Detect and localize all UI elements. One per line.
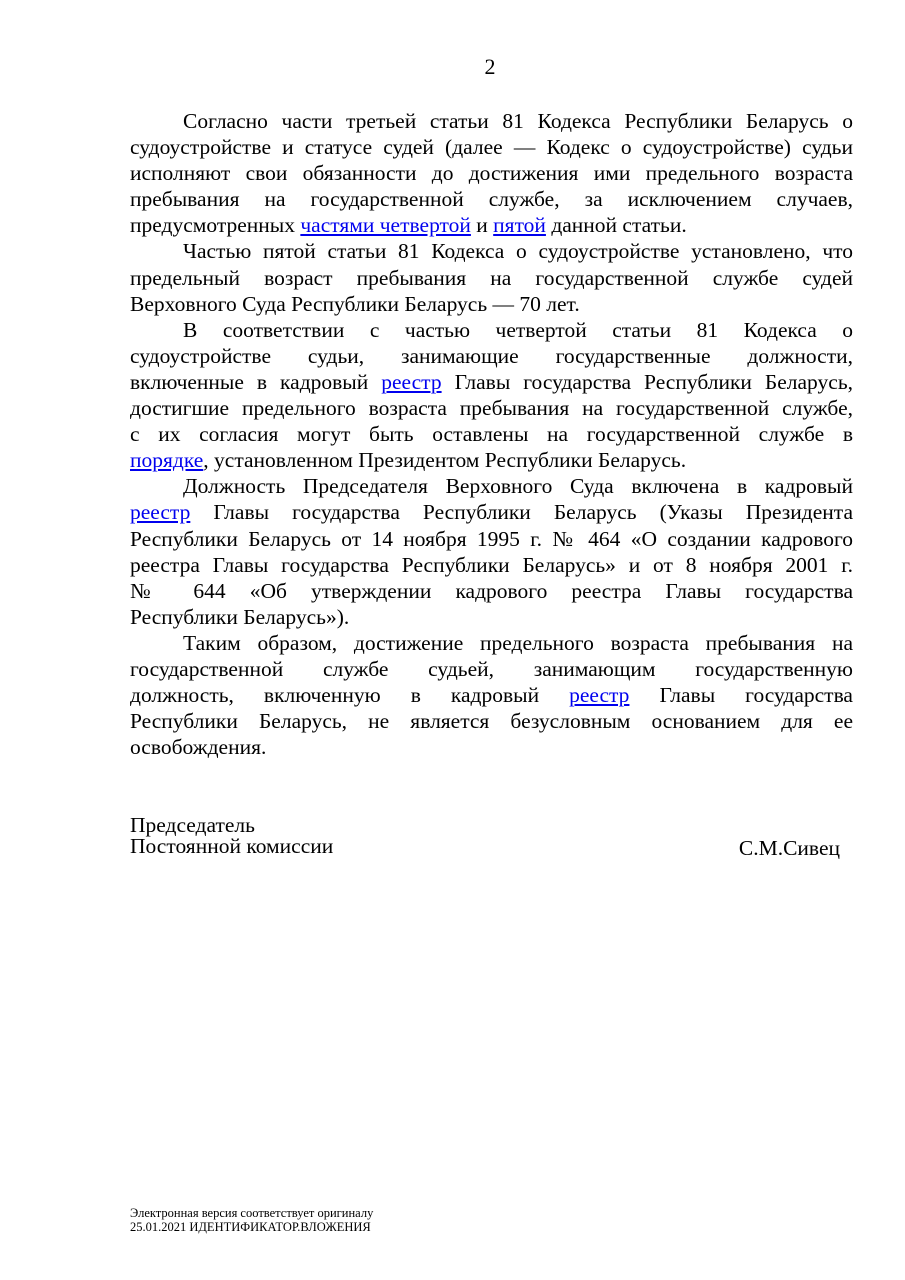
- text-segment: Частью пятой статьи 81 Кодекса о судоустройстве установлено, что: [183, 239, 853, 264]
- text-segment: Республики Беларусь, не является безусловным основанием для ее: [130, 709, 853, 734]
- text-line: [130, 447, 853, 473]
- reference-link[interactable]: частями четвертой: [300, 213, 471, 238]
- text-line: [130, 682, 853, 708]
- text-line: [130, 656, 853, 682]
- text-segment: Главы государства Республики Беларусь (Указы Президента: [190, 500, 853, 525]
- text-segment: и: [470, 213, 494, 238]
- text-line: [130, 578, 853, 604]
- signatory-name: С.М.Сивец: [738, 836, 840, 860]
- text-line: [130, 630, 853, 656]
- text-segment: Верховного Суда Республики Беларусь — 70 лет.: [130, 291, 580, 316]
- text-segment: данной статьи.: [545, 213, 687, 238]
- text-line: [130, 108, 853, 134]
- text-line: [130, 238, 853, 264]
- text-line: [130, 473, 853, 499]
- signature-block: [130, 815, 840, 859]
- text-segment: предельный возраст пребывания на государственной службе судей: [130, 265, 853, 290]
- text-line: [130, 708, 853, 734]
- reference-link[interactable]: порядке: [130, 448, 204, 473]
- page-number: 2: [484, 54, 496, 79]
- text-segment: Согласно части третьей статьи 81 Кодекса Республики Беларусь о: [183, 109, 853, 133]
- text-line: [130, 317, 853, 343]
- text-line: [130, 212, 853, 238]
- text-line: [130, 291, 853, 317]
- text-segment: с их согласия могут быть оставлены на государственной службе в: [130, 422, 853, 447]
- text-segment: исполняют свои обязанности до достижения ими предельного возраста: [130, 161, 853, 186]
- text-line: [130, 395, 853, 421]
- signatory-title-line2: Постоянной комиссии: [130, 834, 334, 858]
- paragraph: [130, 238, 853, 316]
- text-segment: Главы государства: [629, 683, 853, 708]
- reference-link[interactable]: реестр: [569, 683, 630, 708]
- text-segment: пребывания на государственной службе, за исключением случаев,: [130, 187, 853, 212]
- text-segment: освобождения.: [130, 735, 267, 760]
- text-line: [130, 186, 853, 212]
- reference-link[interactable]: пятой: [493, 213, 546, 238]
- text-segment: включенные в кадровый: [130, 369, 382, 394]
- text-line: [130, 526, 853, 552]
- footer: [130, 1206, 373, 1234]
- text-line: [130, 134, 853, 160]
- text-line: [130, 499, 853, 525]
- paragraph: [130, 630, 853, 760]
- text-line: [130, 369, 853, 395]
- reference-link[interactable]: реестр: [381, 369, 442, 394]
- paragraph: [130, 317, 853, 474]
- paragraph: [130, 108, 853, 238]
- paragraph: [130, 473, 853, 630]
- text-segment: В соответствии с частью четвертой статьи 81 Кодекса о: [183, 317, 853, 342]
- text-segment: достигшие предельного возраста пребывания на государственной службе,: [130, 396, 853, 421]
- text-segment: судоустройстве судьи, занимающие государственные должности,: [130, 343, 853, 368]
- signatory-title-line1: Председатель: [130, 813, 255, 837]
- text-segment: , установленном Президентом Республики Беларусь.: [203, 448, 687, 473]
- text-segment: реестра Главы государства Республики Беларусь» и от 8 ноября 2001 г.: [130, 552, 853, 577]
- text-line: [130, 343, 853, 369]
- text-line: [130, 552, 853, 578]
- footer-line-2: 25.01.2021 ИДЕНТИФИКАТОР.ВЛОЖЕНИЯ: [130, 1220, 371, 1234]
- text-segment: № 644 «Об утверждении кадрового реестра Главы государства: [130, 578, 853, 603]
- reference-link[interactable]: реестр: [130, 500, 191, 525]
- text-line: [130, 265, 853, 291]
- footer-line-1: Электронная версия соответствует оригиналу: [130, 1206, 374, 1220]
- text-segment: Республики Беларусь»).: [130, 604, 350, 629]
- text-segment: Главы государства Республики Беларусь,: [441, 369, 854, 394]
- text-segment: должность, включенную в кадровый: [130, 683, 570, 708]
- text-segment: Должность Председателя Верховного Суда включена в кадровый: [183, 474, 853, 499]
- text-segment: Таким образом, достижение предельного возраста пребывания на: [183, 630, 853, 655]
- text-segment: судоустройстве и статусе судей (далее — Кодекс о судоустройстве) судьи: [130, 135, 853, 160]
- text-segment: Республики Беларусь от 14 ноября 1995 г. № 464 «О создании кадрового: [130, 526, 853, 551]
- text-line: [130, 421, 853, 447]
- document-body: [130, 108, 853, 760]
- text-line: [130, 604, 853, 630]
- text-line: [130, 160, 853, 186]
- text-segment: государственной службе судьей, занимающим государственную: [130, 656, 853, 681]
- text-segment: предусмотренных: [130, 213, 301, 238]
- text-line: [130, 734, 853, 760]
